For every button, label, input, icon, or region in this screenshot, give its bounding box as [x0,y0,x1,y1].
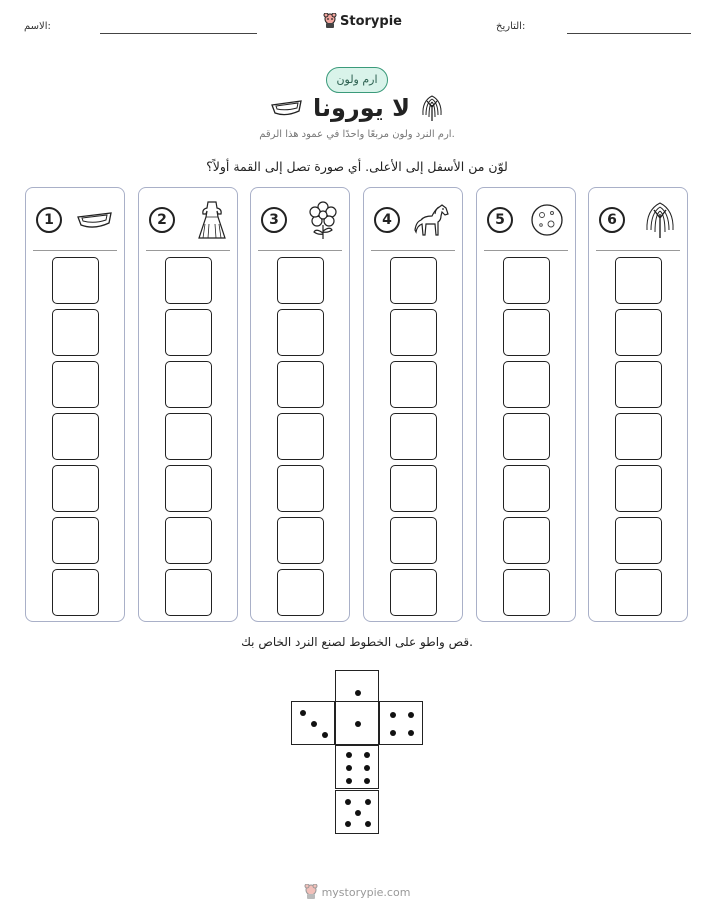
color-box[interactable] [165,257,212,304]
column-divider [596,250,680,251]
activity-badge: ارم ولون [326,67,388,93]
color-box[interactable] [277,257,324,304]
color-box[interactable] [390,413,437,460]
dice-column-3 [250,187,350,622]
color-box[interactable] [390,569,437,616]
color-box[interactable] [165,361,212,408]
dice-column-1 [25,187,125,622]
color-box[interactable] [615,361,662,408]
column-number: 6 [599,207,625,233]
dice-pip [408,730,414,736]
brand-name: Storypie [340,13,402,29]
column-header [149,198,227,242]
color-box[interactable] [503,465,550,512]
worksheet-subtitle: ارم النرد ولون مربعًا واحدًا في عمود هذا الرقم. [259,129,455,140]
color-box[interactable] [503,569,550,616]
brand-logo [323,13,402,29]
column-number: 2 [149,207,175,233]
color-box[interactable] [52,361,99,408]
dice-column-5 [476,187,576,622]
color-box[interactable] [277,361,324,408]
color-box[interactable] [165,309,212,356]
color-box[interactable] [52,465,99,512]
dice-pip [364,752,370,758]
dice-pip [345,821,351,827]
column-divider [484,250,568,251]
dice-pip [365,821,371,827]
dice-pip [322,732,328,738]
color-box[interactable] [503,361,550,408]
color-box[interactable] [52,309,99,356]
column-header [36,198,114,242]
dice-pip [408,712,414,718]
column-header [374,198,452,242]
dice-pip [346,765,352,771]
dice-face [335,701,379,745]
horse-icon [412,202,452,238]
storypie-mascot-icon [323,13,337,29]
color-box[interactable] [277,309,324,356]
dice-pip [300,710,306,716]
cut-instruction: قص واطو على الخطوط لصنع النرد الخاص بك. [241,635,473,649]
color-box[interactable] [165,569,212,616]
worksheet-title: لا يورونا [312,94,411,122]
color-box[interactable] [52,257,99,304]
color-box[interactable] [503,257,550,304]
dice-column-2 [138,187,238,622]
name-label: الاسم: [24,21,51,32]
color-box[interactable] [503,413,550,460]
color-box[interactable] [390,309,437,356]
column-divider [371,250,455,251]
color-box[interactable] [615,257,662,304]
column-divider [33,250,117,251]
column-divider [258,250,342,251]
boat-icon [270,97,304,119]
boat-icon [76,209,114,231]
color-box[interactable] [52,569,99,616]
color-box[interactable] [165,465,212,512]
color-box[interactable] [615,569,662,616]
footer [0,884,714,900]
flower-icon [307,200,339,240]
color-box[interactable] [165,517,212,564]
worksheet-instruction: لوّن من الأسفل إلى الأعلى. أي صورة تصل إلى القمة أولاً؟ [206,159,508,174]
color-box[interactable] [277,517,324,564]
dice-pip [355,721,361,727]
willow-tree-icon [643,200,677,240]
dice-pip [346,752,352,758]
color-box[interactable] [277,413,324,460]
column-header [599,198,677,242]
column-number: 4 [374,207,400,233]
column-number: 5 [487,207,513,233]
color-box[interactable] [277,569,324,616]
date-line[interactable] [567,33,691,34]
dress-icon [197,200,227,240]
dice-pip [345,799,351,805]
color-box[interactable] [615,517,662,564]
dice-pip [355,810,361,816]
column-header [487,198,565,242]
name-line[interactable] [100,33,257,34]
color-box[interactable] [390,517,437,564]
moon-icon [529,202,565,238]
dice-face [335,790,379,834]
dice-pip [390,730,396,736]
color-box[interactable] [165,413,212,460]
color-box[interactable] [52,413,99,460]
color-box[interactable] [615,465,662,512]
color-box[interactable] [615,413,662,460]
column-number: 1 [36,207,62,233]
dice-face [291,701,335,745]
dice-column-4 [363,187,463,622]
willow-tree-icon [419,93,445,123]
color-box[interactable] [503,517,550,564]
dice-pip [390,712,396,718]
color-box[interactable] [52,517,99,564]
title-row [270,92,445,124]
dice-pip [311,721,317,727]
column-number: 3 [261,207,287,233]
dice-pip [365,799,371,805]
dice-pip [346,778,352,784]
color-box[interactable] [503,309,550,356]
color-box[interactable] [390,465,437,512]
dice-pip [364,765,370,771]
dice-pip [355,690,361,696]
dice-face [335,745,379,789]
footer-url[interactable]: mystorypie.com [321,885,411,899]
column-header [261,198,339,242]
dice-pip [364,778,370,784]
color-box[interactable] [615,309,662,356]
dice-face [379,701,423,745]
column-divider [146,250,230,251]
color-box[interactable] [277,465,324,512]
color-box[interactable] [390,361,437,408]
dice-column-6 [588,187,688,622]
color-box[interactable] [390,257,437,304]
storypie-mascot-icon [304,884,318,900]
date-label: التاريخ: [496,21,526,32]
